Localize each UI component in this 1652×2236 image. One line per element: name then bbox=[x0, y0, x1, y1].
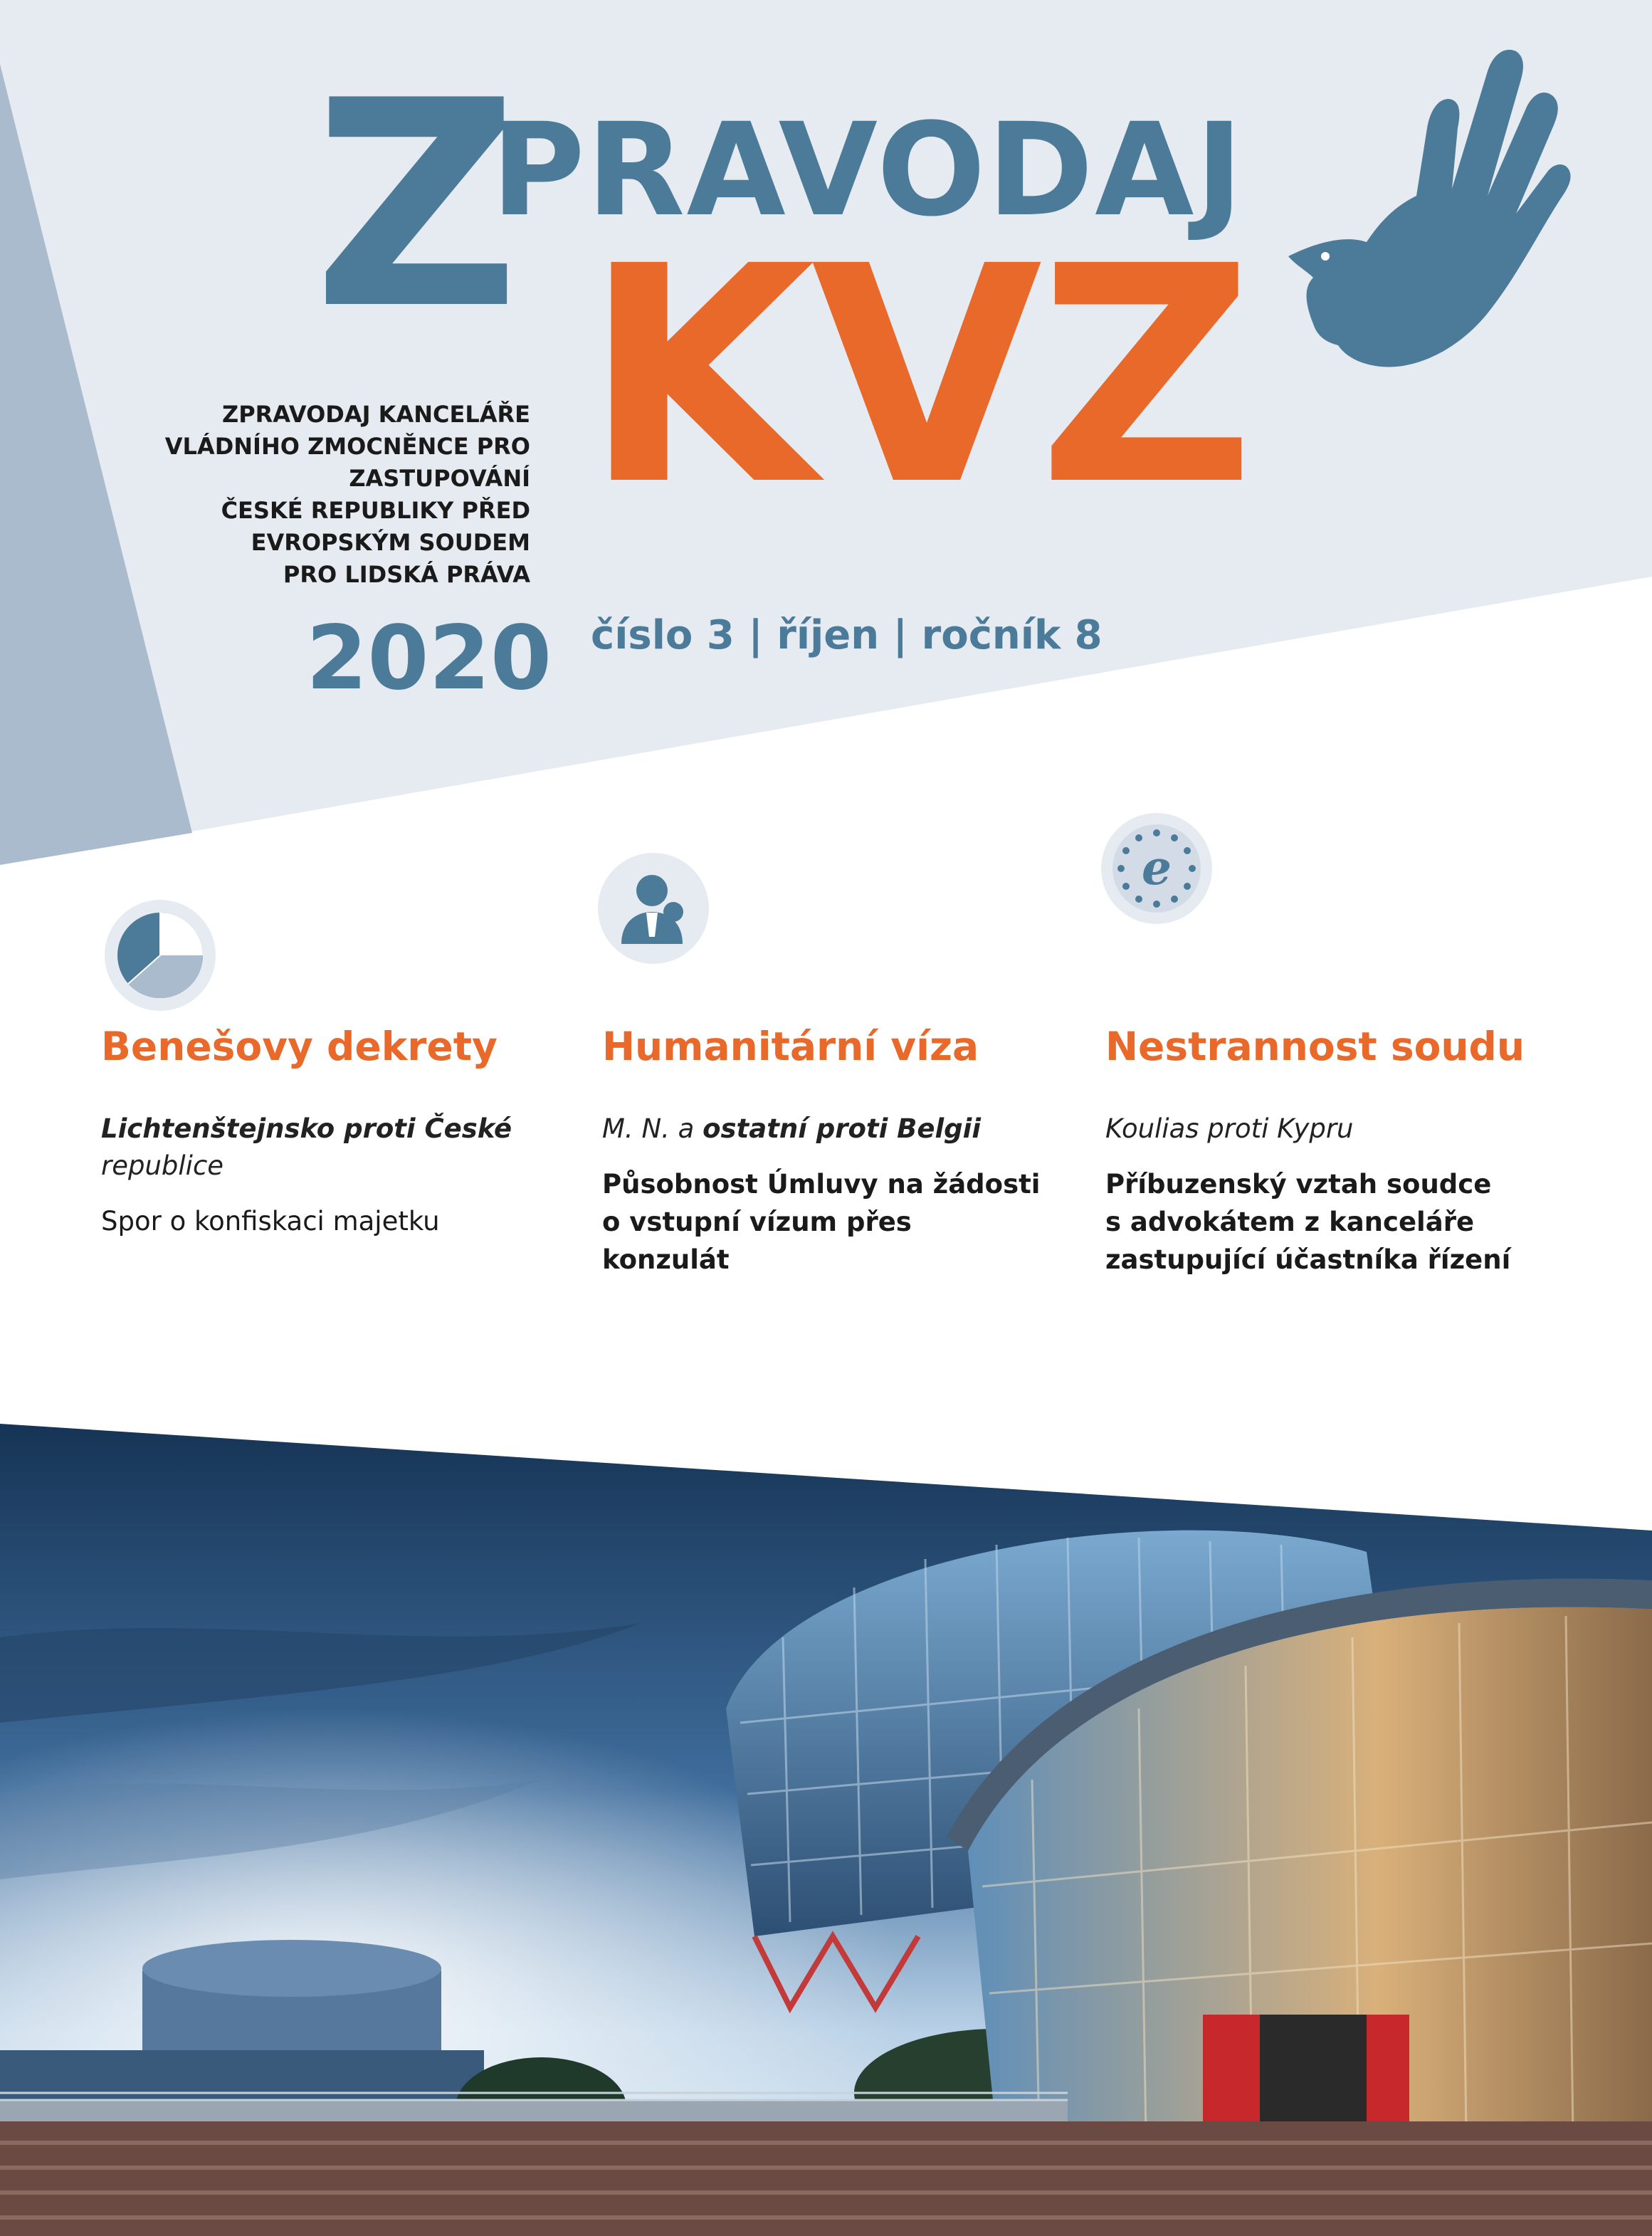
topic-line: o vstupní vízum přes konzulát bbox=[602, 1207, 912, 1275]
article-benesovy-dekrety bbox=[101, 1018, 542, 1240]
logo-pravodaj: PRAVODAJ bbox=[491, 96, 1245, 245]
article-topic: Spor o konfiskaci majetku bbox=[101, 1206, 440, 1237]
subtitle-line: EVROPSKÝM SOUDEM bbox=[251, 529, 530, 556]
article-humanitarni-viza bbox=[602, 1018, 1043, 1279]
svg-text:e: e bbox=[1142, 840, 1172, 896]
case-title-rest: republice bbox=[101, 1150, 224, 1181]
case-title: Lichtenštejnsko proti České bbox=[101, 1113, 512, 1144]
article-topic bbox=[602, 1165, 1043, 1279]
case-title: ostatní proti Belgii bbox=[703, 1113, 982, 1144]
issue-info: číslo 3 | říjen | ročník 8 bbox=[591, 612, 1103, 658]
article-heading: Nestrannost soudu bbox=[1105, 1024, 1525, 1069]
article-heading: Benešovy dekrety bbox=[101, 1024, 498, 1069]
article-heading: Humanitární víza bbox=[602, 1024, 979, 1069]
dove-hand-icon bbox=[1274, 43, 1573, 377]
logo-letter-z: Z bbox=[313, 41, 520, 372]
subtitle-line: ZPRAVODAJ KANCELÁŘE bbox=[221, 401, 530, 428]
article-topic bbox=[1105, 1165, 1547, 1279]
article-nestrannost-soudu bbox=[1105, 1018, 1547, 1279]
article-case bbox=[101, 1111, 542, 1185]
subtitle-line: ZASTUPOVÁNÍ bbox=[349, 465, 530, 492]
subtitle-line: PRO LIDSKÁ PRÁVA bbox=[283, 561, 530, 588]
topic-line: s advokátem z kanceláře bbox=[1105, 1207, 1475, 1237]
article-case bbox=[602, 1111, 1043, 1148]
subtitle-line: ČESKÉ REPUBLIKY PŘED bbox=[221, 497, 530, 524]
czech-flag-icon bbox=[103, 898, 217, 1012]
logo-kvz: KVZ bbox=[584, 203, 1251, 551]
eu-e-icon bbox=[1100, 812, 1214, 925]
topic-line: Příbuzenský vztah soudce bbox=[1105, 1169, 1492, 1200]
issue-year: 2020 bbox=[306, 607, 552, 710]
court-building-photo bbox=[0, 1424, 1652, 2236]
topic-line: Působnost Úmluvy na žádosti bbox=[602, 1169, 1041, 1200]
publication-subtitle bbox=[142, 399, 530, 591]
subtitle-line: VLÁDNÍHO ZMOCNĚNCE PRO bbox=[164, 433, 530, 460]
lawyer-icon bbox=[596, 851, 710, 965]
topic-line: zastupující účastníka řízení bbox=[1105, 1244, 1511, 1275]
article-case: Koulias proti Kypru bbox=[1105, 1113, 1354, 1144]
case-title-prefix: M. N. a bbox=[602, 1113, 695, 1144]
